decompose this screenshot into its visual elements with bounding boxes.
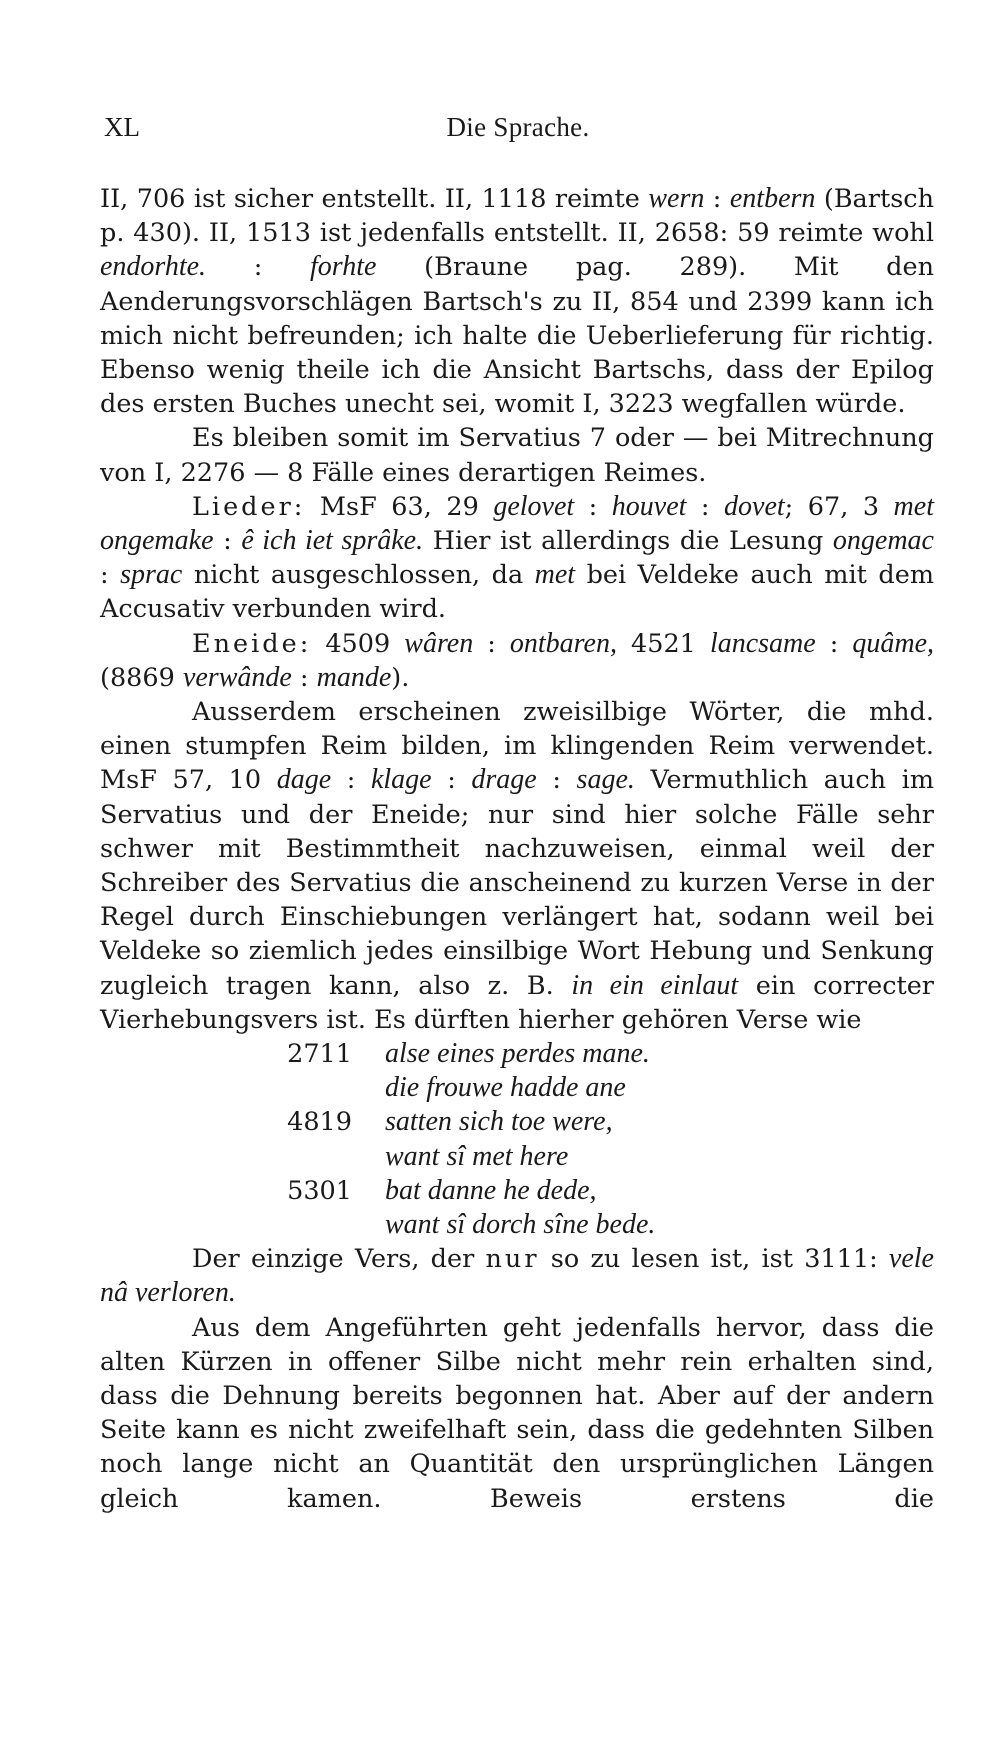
text-run: nicht ausgeschlossen, da [182, 560, 535, 591]
text-run: ; 67, 3 [784, 491, 894, 522]
verse-line [100, 1174, 934, 1208]
separator: : [536, 765, 577, 796]
verse-quotations [100, 1037, 934, 1242]
rhyme-word: houvet [611, 490, 687, 522]
paragraph-eneide [100, 627, 934, 695]
page-body [100, 182, 934, 1516]
text-run: Der einzige Vers, der [192, 1244, 486, 1275]
rhyme-word: klage [370, 764, 432, 796]
paragraph-lieder [100, 490, 934, 627]
text-run: so zu lesen ist, ist 3111: [539, 1244, 889, 1275]
text-run: Vermuthlich auch im Servatius und der Eneide; nur sind hier solche Fälle sehr schwer mit Bestimmtheit nachzuweisen, einmal weil der Schreiber des Servatius die anscheinend zu kurzen Verse in der Regel durch Einschiebungen verlängert hat, sodann weil bei Veldeke so ziemlich jedes einsilbige Wort Hebung und Senkung zugleich tragen kann, also z. B. [100, 765, 934, 1001]
verse-text: bat danne he dede, [385, 1174, 597, 1206]
rhyme-word: drage [471, 764, 537, 796]
paragraph-7: Aus dem Angeführten geht jedenfalls hervor, dass die alten Kürzen in offener Silbe nicht mehr rein erhalten sind, dass die Dehnung bereits begonnen hat. Aber auf der andern Seite kann es nicht zweifelhaft sein, dass die gedehnten Silben noch lange nicht an Quantität den ursprünglichen Längen gleich kamen. Beweis erstens die [100, 1312, 934, 1514]
verse-line [100, 1037, 934, 1071]
verse-text: want sî met here [385, 1140, 569, 1172]
example-phrase: in ein einlaut [571, 969, 739, 1001]
verse-text: alse eines perdes mane. [385, 1038, 650, 1070]
verse-number: 4819 [287, 1107, 352, 1138]
rhyme-word: wâren [404, 627, 474, 659]
rhyme-word: wern [648, 183, 705, 214]
separator: : [473, 628, 510, 659]
text-run: MsF 63, 29 [305, 491, 494, 522]
section-label: Lieder: [192, 491, 306, 522]
text-run: 4521 [616, 628, 710, 659]
page-number: XL [104, 112, 140, 142]
paragraph-6 [100, 1242, 934, 1310]
rhyme-word: ê ich iet sprâke. [241, 525, 424, 557]
verse-line [100, 1071, 934, 1105]
text-run: ein correcter Vierhebungsvers ist. Es dürften hierher gehören Verse wie [100, 970, 934, 1035]
paragraph-5 [100, 695, 934, 1037]
rhyme-word: mande [316, 661, 392, 693]
text-run: (Braune pag. 289). Mit den Aenderungsvorschlägen Bartsch's zu II, 854 und 2399 kann ich mich nicht befreunden; ich halte die Ueberlieferung für richtig. Ebenso wenig theile ich die Ansicht Bartschs, dass der Epilog des ersten Buches unecht sei, womit I, 3223 wegfallen würde. [100, 252, 934, 420]
text-run: Ausserdem erscheinen zweisilbige Wörter, die mhd. einen stumpfen Reim bilden, im klingenden Reim verwendet. MsF 57, 10 [100, 697, 934, 796]
text-run: (8869 [100, 662, 183, 693]
separator: : [291, 662, 317, 693]
paragraph-2: Es bleiben somit im Servatius 7 oder — bei Mitrechnung von I, 2276 — 8 Fälle eines derartigen Reimes. [100, 423, 934, 488]
emphasized-word: nur [485, 1244, 540, 1275]
separator: : [213, 526, 242, 557]
separator: : [686, 491, 725, 522]
verse-number: 2711 [287, 1039, 352, 1070]
rhyme-word: quâme, [852, 627, 935, 659]
rhyme-word: ongemac [832, 525, 934, 557]
verse-line [100, 1208, 934, 1242]
text-run: (Bartsch p. 430). II, 1513 ist jedenfalls entstellt. II, 2658: 59 reimte wohl [100, 184, 934, 249]
verse-number: 5301 [287, 1175, 352, 1206]
rhyme-word: gelovet [493, 490, 575, 522]
rhyme-word: verwânde [182, 661, 292, 693]
separator: : [815, 628, 853, 659]
rhyme-word: ontbaren, [509, 627, 617, 659]
separator: : [331, 765, 371, 796]
rhyme-word: sprac [120, 559, 183, 591]
paragraph-1 [100, 182, 934, 421]
verse-text: satten sich toe were, [385, 1106, 613, 1138]
text-run: 4509 [311, 628, 405, 659]
rhyme-word: entbern [729, 183, 816, 214]
rhyme-word: forhte [310, 251, 377, 283]
rhyme-word: dovet [724, 490, 785, 522]
page-header [104, 112, 932, 152]
rhyme-word: met [534, 559, 576, 591]
text-run: ). [391, 662, 410, 693]
separator: : [574, 491, 612, 522]
verse-text: want sî dorch sîne bede. [385, 1209, 656, 1241]
separator: : [431, 765, 472, 796]
rhyme-word: sage. [576, 764, 635, 796]
rhyme-word: dage [276, 764, 332, 796]
verse-text: die frouwe hadde ane [385, 1072, 626, 1104]
verse-line [100, 1105, 934, 1139]
verse-quote: vele nâ verloren. [100, 1243, 934, 1309]
separator: : [704, 184, 730, 214]
running-title: Die Sprache. [446, 112, 590, 142]
rhyme-word: lancsame [709, 627, 816, 659]
verse-line [100, 1140, 934, 1174]
rhyme-word: met ongemake [100, 490, 934, 557]
text-run: bei Veldeke auch mit dem Accusativ verbunden wird. [100, 560, 934, 625]
separator: : [206, 252, 311, 283]
separator: : [100, 560, 121, 591]
text-run: II, 706 ist sicher entstellt. II, 1118 reimte [100, 184, 649, 214]
text-run: Hier ist allerdings die Lesung [423, 526, 833, 557]
rhyme-word: endorhte. [100, 251, 207, 283]
section-label: Eneide: [192, 628, 312, 659]
